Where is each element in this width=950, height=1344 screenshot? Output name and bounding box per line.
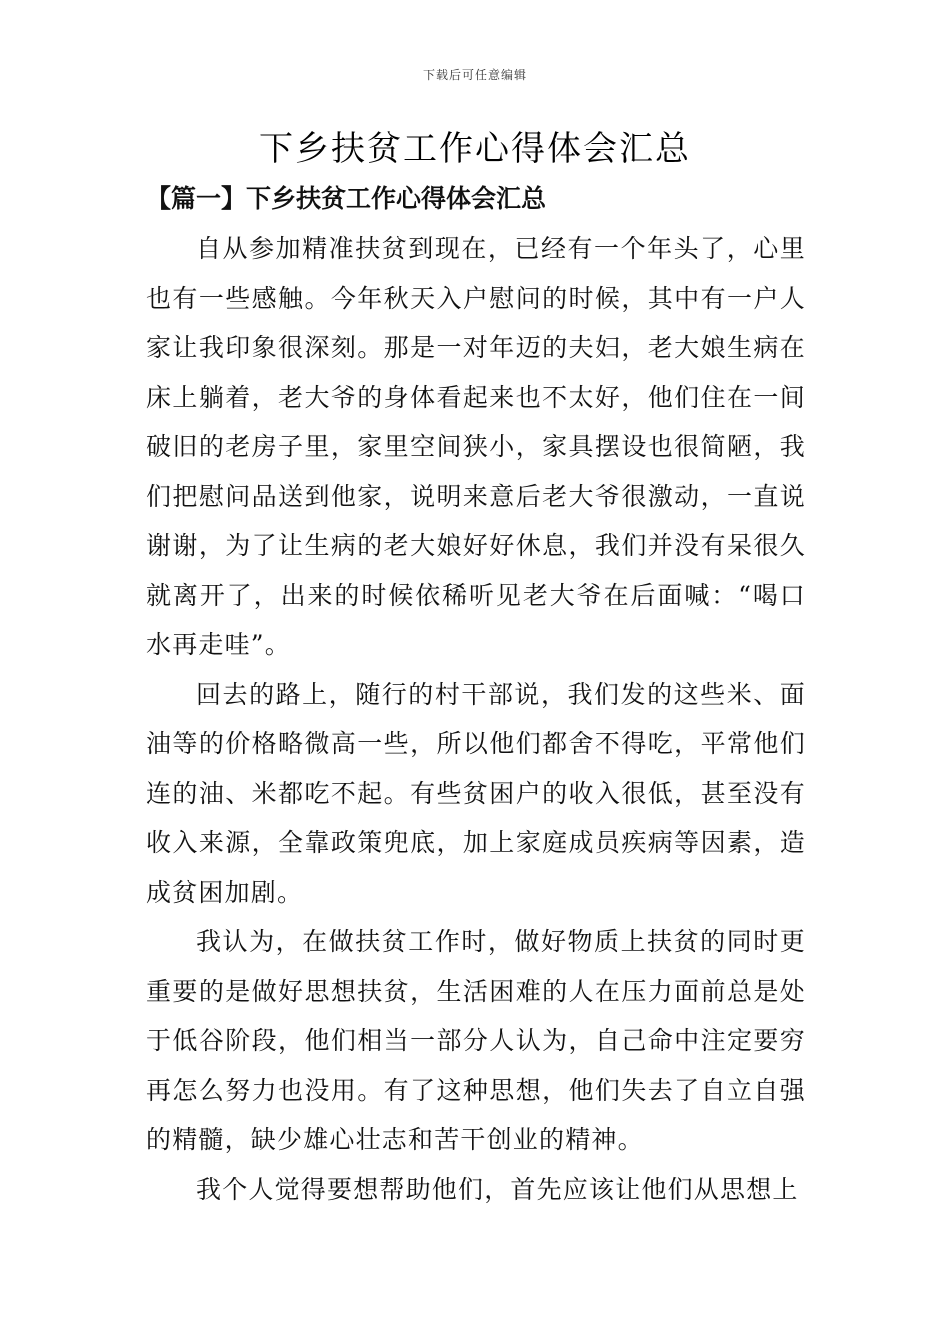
header-note: 下载后可任意编辑 bbox=[422, 68, 527, 82]
paragraph: 我认为，在做扶贫工作时，做好物质上扶贫的同时更重要的是做好思想扶贫，生活困难的人在压力面前总是处于低谷阶段，他们相当一部分人认为，自己命中注定要穷再怎么努力也没用。有了这种思想，他们失去了自立自强的精髓，缺少雄心壮志和苦干创业的精神。 bbox=[146, 927, 806, 1154]
paragraph: 我个人觉得要想帮助他们，首先应该让他们从思想上 bbox=[196, 1174, 799, 1204]
document-body bbox=[146, 224, 806, 1214]
paragraph: 自从参加精准扶贫到现在，已经有一个年头了，心里也有一些感触。今年秋天入户慰问的时候，其中有一户人家让我印象很深刻。那是一对年迈的夫妇，老大娘生病在床上躺着，老大爷的身体看起来也不太好，他们住在一间破旧的老房子里，家里空间狭小，家具摆设也很简陋，我们把慰问品送到他家，说明来意后老大爷很激动，一直说谢谢，为了让生病的老大娘好好休息，我们并没有呆很久就离开了，出来的时候依稀听见老大爷在后面喊：“喝口水再走哇”。 bbox=[146, 234, 806, 659]
document-title: 下乡扶贫工作心得体会汇总 bbox=[259, 129, 691, 169]
paragraph: 回去的路上，随行的村干部说，我们发的这些米、面油等的价格略微高一些，所以他们都舍不得吃，平常他们连的油、米都吃不起。有些贫困户的收入很低，甚至没有收入来源，全靠政策兜底，加上家庭成员疾病等因素，造成贫困加剧。 bbox=[146, 679, 806, 907]
section-title: 【篇一】下乡扶贫工作心得体会汇总 bbox=[146, 184, 547, 213]
